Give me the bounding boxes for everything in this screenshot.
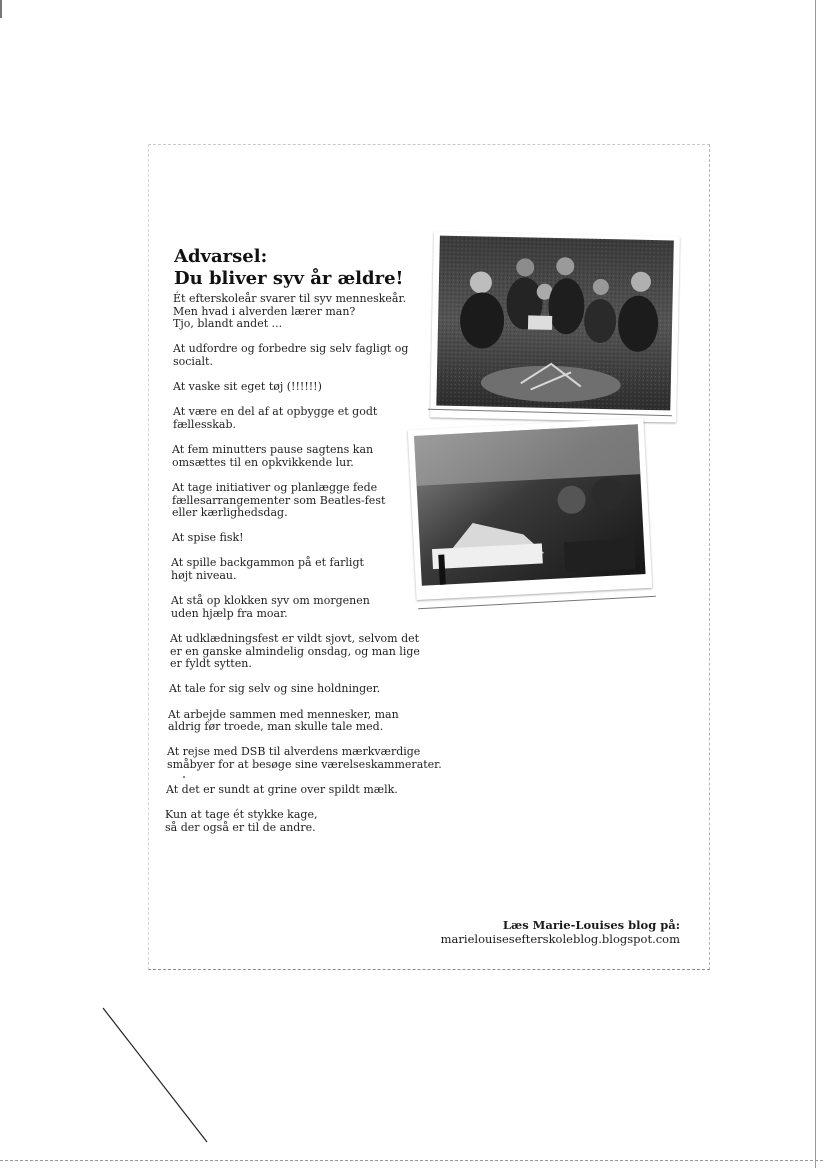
print-speck xyxy=(183,776,185,778)
paragraph-line: At fem minutters pause sagtens kan xyxy=(172,443,374,457)
paragraph-line: At rejse med DSB til alverdens mærkværdige xyxy=(167,745,421,759)
article-title xyxy=(174,246,403,290)
article-paragraph xyxy=(168,709,424,734)
paragraph-line: At tale for sig selv og sine holdninger. xyxy=(169,682,381,696)
paragraph-line: At stå op klokken syv om morgenen xyxy=(171,594,370,608)
paragraph-line: småbyer for at besøge sine værelseskammerater. xyxy=(167,757,442,771)
paragraph-line: At det er sundt at grine over spildt mælk. xyxy=(166,783,398,797)
article-paragraph xyxy=(172,532,424,545)
paragraph-line: så der også er til de andre. xyxy=(165,820,316,834)
paragraph-line: fællesskab. xyxy=(173,417,237,431)
article-paragraph xyxy=(171,595,424,620)
paragraph-line: At udfordre og forbedre sig selv fagligt og xyxy=(173,342,409,356)
article-body xyxy=(164,292,442,847)
article-paragraph xyxy=(171,557,424,582)
paragraph-line: Men hvad i alverden lærer man? xyxy=(173,304,356,318)
blog-url: marielouisesefterskoleblog.blogspot.com xyxy=(440,932,680,946)
paragraph-line: omsættes til en opkvikkende lur. xyxy=(172,455,354,469)
article-paragraph xyxy=(172,444,424,469)
dorm-room-photo xyxy=(408,418,653,600)
article-paragraph xyxy=(173,343,424,368)
paragraph-line: fællesarrangementer som Beatles-fest xyxy=(172,493,386,507)
article-paragraph xyxy=(170,633,424,671)
paragraph-line: At vaske sit eget tøj (!!!!!!) xyxy=(173,380,322,394)
article-paragraph xyxy=(167,745,442,771)
paragraph-line: Ét efterskoleår svarer til syv menneskeår. xyxy=(173,292,406,305)
paragraph-line: At spille backgammon på et farligt xyxy=(171,556,364,570)
article-paragraph xyxy=(173,293,424,331)
article-paragraph xyxy=(173,381,424,394)
paragraph-line: At udklædningsfest er vildt sjovt, selvom det xyxy=(170,632,420,646)
paragraph-line: er fyldt sytten. xyxy=(170,657,252,671)
paragraph-line: Kun at tage ét stykke kage, xyxy=(165,808,318,822)
group-campfire-photo xyxy=(430,231,680,422)
paragraph-line: uden hjælp fra moar. xyxy=(171,606,288,620)
paragraph-line: Tjo, blandt andet ... xyxy=(173,317,283,331)
paragraph-line: eller kærlighedsdag. xyxy=(172,506,288,520)
paragraph-line: aldrig før troede, man skulle tale med. xyxy=(168,720,384,734)
blog-footer xyxy=(440,918,680,946)
article-paragraph xyxy=(166,784,436,797)
article-paragraph xyxy=(165,809,424,834)
paragraph-line: At være en del af at opbygge et godt xyxy=(173,405,378,419)
paragraph-line: højt niveau. xyxy=(171,569,237,583)
paragraph-line: At tage initiativer og planlægge fede xyxy=(172,480,378,494)
article-paragraph xyxy=(173,406,424,431)
blog-label: Læs Marie-Louises blog på: xyxy=(502,918,680,932)
article-paragraph xyxy=(169,683,424,696)
paragraph-line: At spise fisk! xyxy=(172,531,244,545)
title-line-1: Advarsel: xyxy=(174,246,268,267)
paragraph-line: At arbejde sammen med mennesker, man xyxy=(168,707,399,721)
title-line-2: Du bliver syv år ældre! xyxy=(174,268,404,289)
paragraph-line: er en ganske almindelig onsdag, og man lige xyxy=(170,644,420,658)
paragraph-line: socialt. xyxy=(173,354,213,368)
article-paragraph xyxy=(172,482,424,520)
